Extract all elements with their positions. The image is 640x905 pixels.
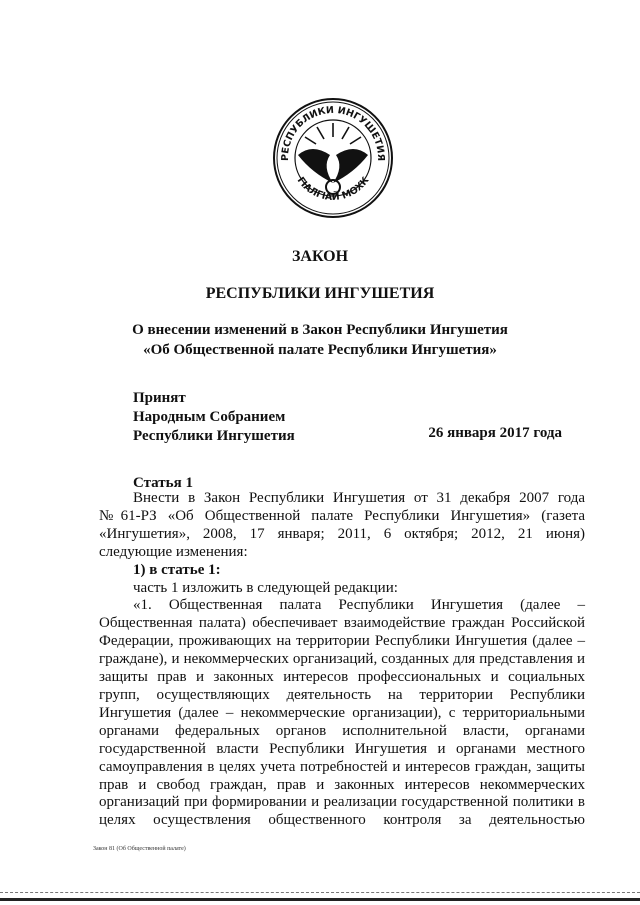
subtitle-line-1: О внесении изменений в Закон Республики Ингушетия <box>132 322 508 338</box>
body-line: «1. Общественная палата Республики Ингушетия (далее – <box>133 597 585 614</box>
scan-edge-line <box>0 892 640 893</box>
subtitle-line-2: «Об Общественной палате Республики Ингушетия» <box>143 342 497 358</box>
article-heading: Статья 1 <box>133 475 193 491</box>
body-line: часть 1 изложить в следующей редакции: <box>133 579 398 596</box>
adoption-line-1: Принят <box>133 390 186 406</box>
emblem-seal-icon <box>272 97 394 219</box>
body-line: целях осуществления общественного контроля за деятельностью <box>99 812 585 829</box>
adoption-block <box>133 389 295 446</box>
adoption-date: 26 января 2017 года <box>428 425 562 441</box>
emblem-top-text: РЕСПУБЛИКИ ИНГУШЕТИЯ <box>279 104 387 162</box>
adoption-line-3: Республики Ингушетия <box>133 428 295 444</box>
body-line: Общественная палата) обеспечивает взаимодействие граждан Российской <box>99 615 585 632</box>
body-line: органами федеральных органов исполнительной власти, органами <box>99 722 585 739</box>
body-line: групп, осуществляющих деятельность на территории Республики <box>99 686 585 703</box>
adoption-line-2: Народным Собранием <box>133 409 286 425</box>
body-line: прав и свобод граждан, прав и законных интересов некоммерческих <box>99 776 585 793</box>
emblem-bottom-text: ГIАЛГIАЙ МОХК <box>294 175 372 204</box>
item-heading: 1) в статье 1: <box>133 561 221 578</box>
body-line: Ингушетия (далее – некоммерческие организации), с территориальными <box>99 704 585 721</box>
document-title: ЗАКОН <box>291 248 349 265</box>
body-line: организаций при формировании и реализации государственной политики в <box>99 794 585 811</box>
body-line: №61-РЗ «Об Общественной палате Республики Ингушетия» (газета <box>99 507 585 524</box>
body-line: «Ингушетия», 2008, 17 января; 2011, 6 октября; 2012, 21 июня) <box>99 525 585 542</box>
body-line: Внести в Закон Республики Ингушетия от 31 декабря 2007 года <box>133 490 585 506</box>
body-line: следующие изменения: <box>99 543 248 560</box>
body-line: Федерации, проживающих на территории Республики Ингушетия (далее – <box>99 633 585 650</box>
page-footer: Закон 81 (Об Общественной палате) <box>93 846 186 852</box>
body-line: граждане), и некоммерческих организаций, созданных для представления и <box>99 651 585 668</box>
body-line: защиты прав и законных интересов профессиональных и социальных <box>99 669 585 686</box>
document-title-republic: РЕСПУБЛИКИ ИНГУШЕТИЯ <box>205 285 435 302</box>
scan-edge <box>0 898 640 901</box>
article-body <box>99 490 585 830</box>
body-line: самоуправления в целях учета потребностей и интересов граждан, защиты <box>99 758 585 775</box>
body-line: государственной власти Республики Ингушетия и органами местного <box>99 740 585 757</box>
document-subtitle <box>0 320 640 360</box>
